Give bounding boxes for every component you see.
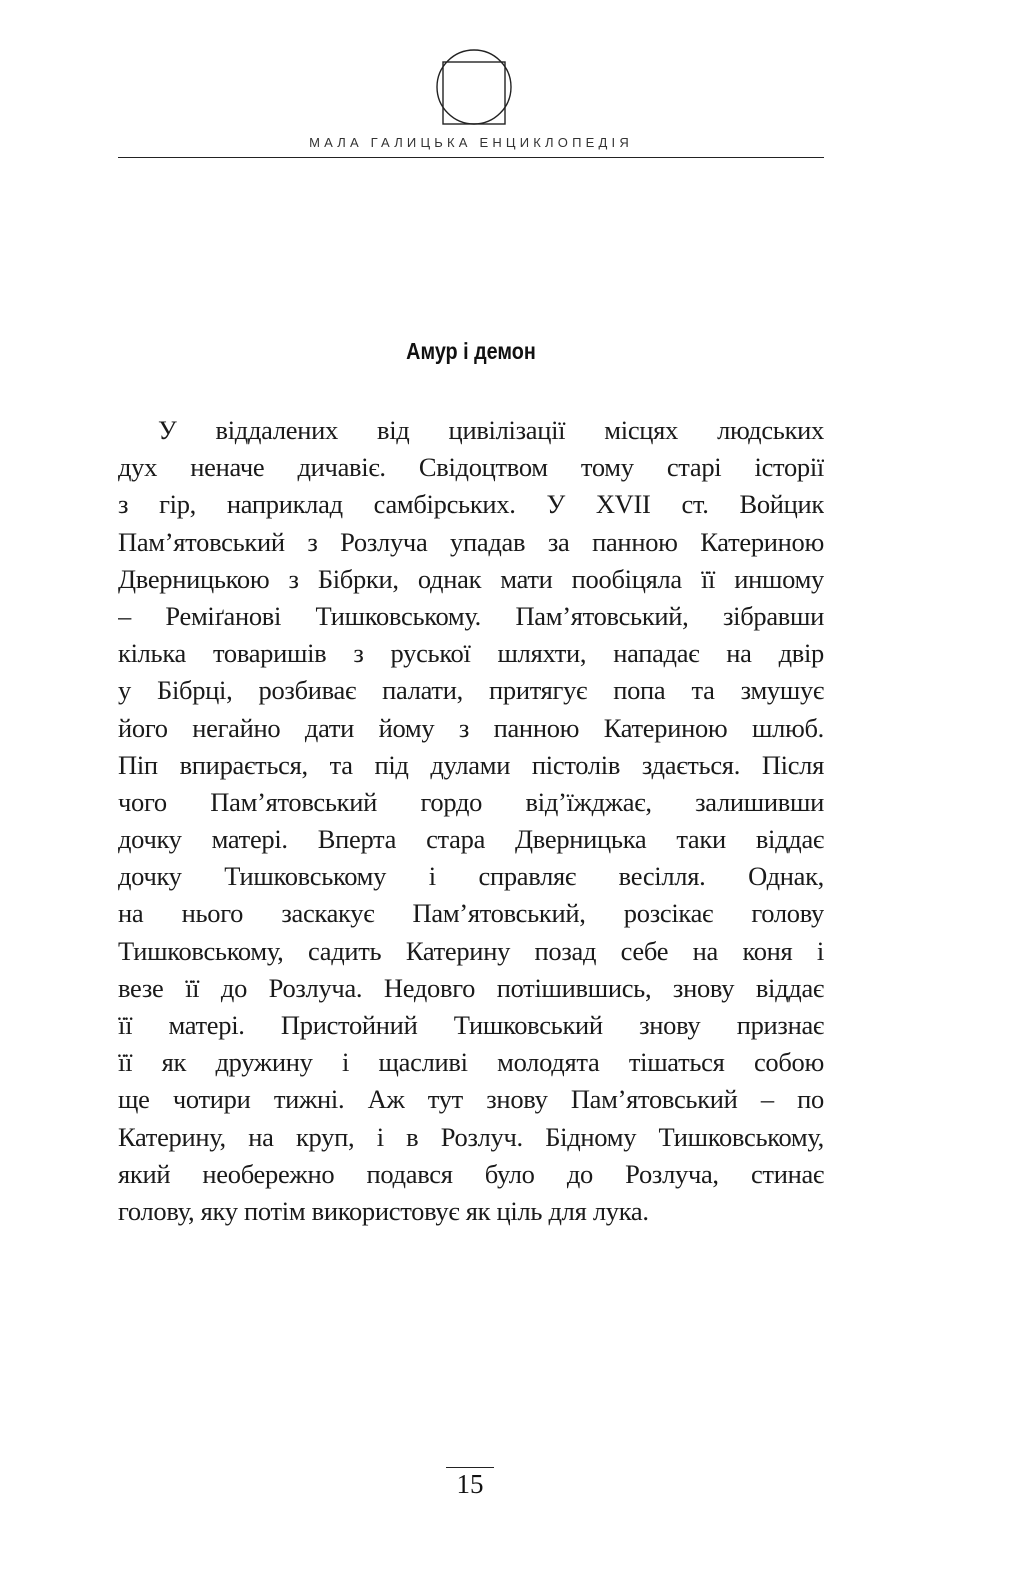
page-number: 15 <box>456 1469 484 1499</box>
header-divider <box>118 157 824 158</box>
body-line: – Реміґанові Тишковському. Пам’ятовський, зібравши <box>118 600 824 631</box>
body-line: Піп впирається, та під дулами пістолів здається. Після <box>118 749 824 780</box>
body-line: кілька товаришів з руської шляхти, нападає на двір <box>118 638 824 669</box>
body-line: У віддалених від цивілізації місцях людських <box>158 415 824 445</box>
body-line: його негайно дати йому з панною Катериною шлюб. <box>118 712 824 743</box>
body-line: на нього заскакує Пам’ятовський, розсікає голову <box>118 898 824 929</box>
body-line: Пам’ятовський з Розлуча упадав за панною Катериною <box>118 526 824 557</box>
body-line: який необережно подався було до Розлуча, стинає <box>118 1158 824 1189</box>
body-line: голову, яку потім використовує як ціль для лука. <box>118 1195 649 1226</box>
body-line: дочку матері. Вперта стара Дверницька таки віддає <box>118 824 824 855</box>
running-header-title: МАЛА ГАЛИЦЬКА ЕНЦИКЛОПЕДІЯ <box>309 135 633 150</box>
body-line: ще чотири тижні. Аж тут знову Пам’ятовський – по <box>118 1084 824 1115</box>
body-line: Дверницькою з Бібрки, однак мати пообіцяла її иншому <box>118 563 824 594</box>
body-line: Катерину, на круп, і в Розлуч. Бідному Тишковському, <box>118 1121 824 1152</box>
body-line: її як дружину і щасливі молодята тішаться собою <box>118 1047 824 1078</box>
body-line: з гір, наприклад самбірських. У XVII ст. Войцик <box>118 489 824 520</box>
body-line: її матері. Пристойний Тишковський знову признає <box>118 1010 824 1040</box>
circle-square-emblem-icon <box>435 48 513 126</box>
article-body <box>118 412 824 1230</box>
body-line: Тишковському, садить Катерину позад себе на коня і <box>118 935 824 966</box>
body-line: дух неначе дичавіє. Свідоцтвом тому старі історії <box>118 452 824 483</box>
body-line: у Бібрці, розбиває палати, притягує попа та змушує <box>118 675 824 706</box>
body-line: везе її до Розлуча. Недовго потішившись, знову віддає <box>118 972 824 1003</box>
body-line: дочку Тишковському і справляє весілля. Однак, <box>118 861 824 892</box>
article-title: Амур і демон <box>406 338 536 364</box>
body-line: чого Пам’ятовський гордо від’їжджає, залишивши <box>118 786 824 817</box>
page-number-rule <box>446 1467 494 1468</box>
